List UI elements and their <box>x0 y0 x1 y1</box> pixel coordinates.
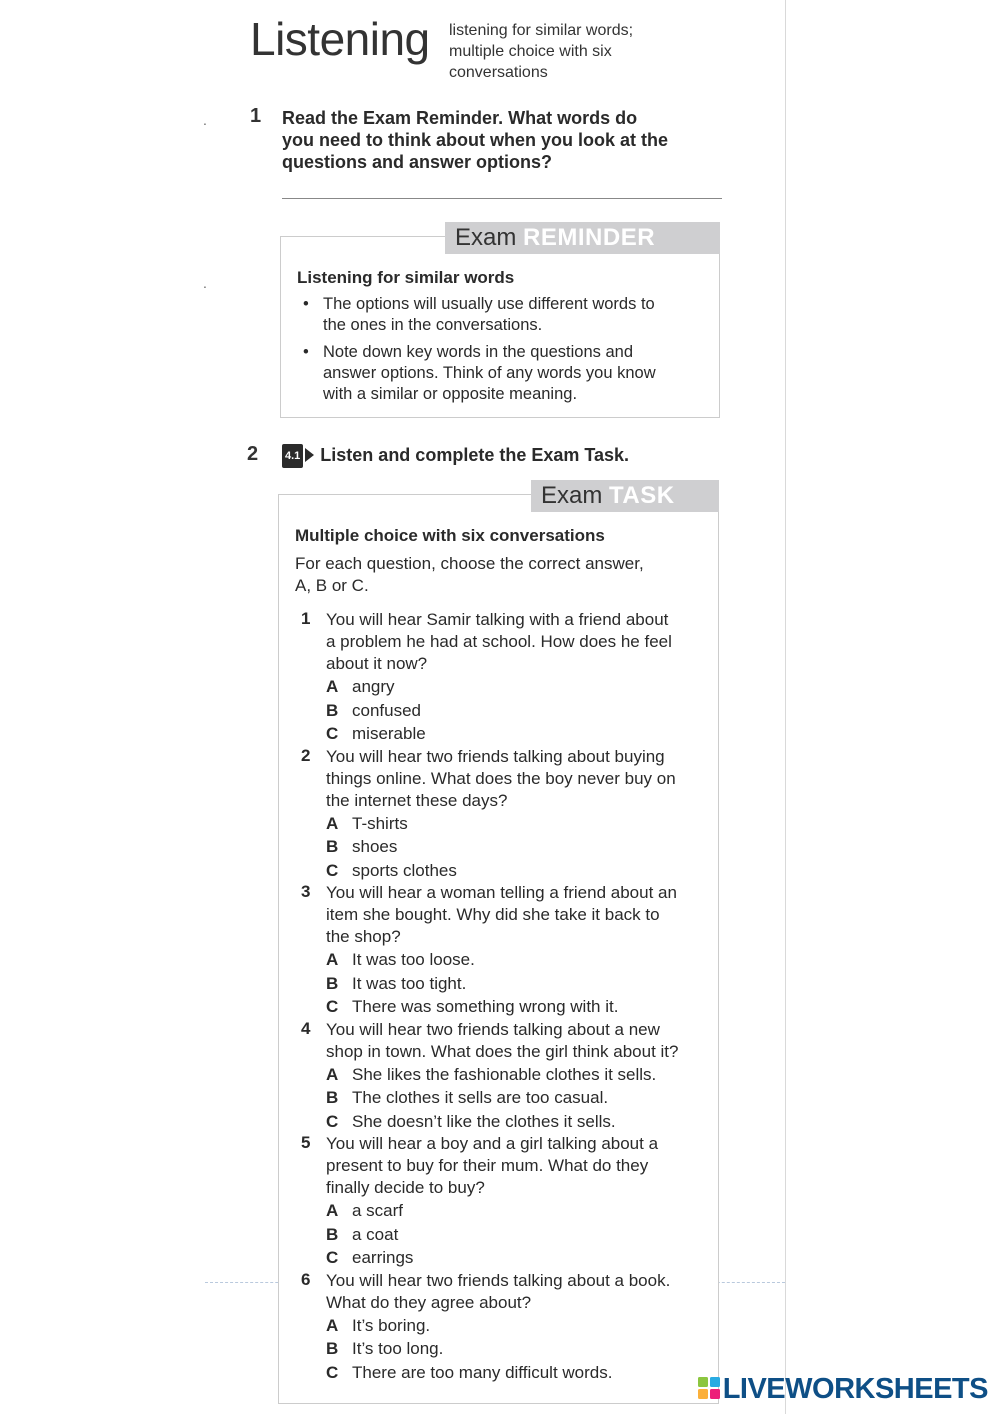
page-title: Listening <box>250 13 430 65</box>
question-list <box>298 609 708 1384</box>
exercise-2-number: 2 <box>247 443 259 465</box>
answer-option[interactable]: A angry <box>326 677 395 696</box>
exam-reminder-banner: Exam REMINDER <box>445 222 720 254</box>
question-number: 2 <box>301 745 311 765</box>
answer-option[interactable]: B confused <box>326 700 421 720</box>
question-item <box>298 1270 708 1385</box>
task-heading: Multiple choice with six conversations <box>295 526 605 545</box>
reminder-bullet-list <box>301 294 701 411</box>
answer-option[interactable]: A It’s boring. <box>326 1315 431 1335</box>
question-number: 5 <box>301 1133 311 1152</box>
answer-option[interactable]: C She doesn’t like the clothes it sells. <box>326 1111 616 1131</box>
question-item <box>298 1133 708 1270</box>
answer-option[interactable]: A T-shirts <box>326 813 408 833</box>
question-stem: You will hear two friends talking about a new shop in town. What does the girl think about it? <box>326 1019 679 1061</box>
answer-option[interactable]: B It was too tight. <box>326 973 467 993</box>
answer-option[interactable]: B The clothes it sells are too casual. <box>326 1088 609 1107</box>
audio-play-icon[interactable] <box>305 448 314 462</box>
answer-option[interactable]: C There are too many difficult words. <box>326 1362 613 1382</box>
reminder-bullet: • The options will usually use different words to the ones in the conversations. <box>303 295 655 334</box>
question-item <box>298 1019 708 1134</box>
bullet-icon: • <box>303 295 309 313</box>
exercise-1-number: 1 <box>250 105 262 127</box>
question-stem: You will hear a woman telling a friend about an item she bought. Why did she take it back to the shop? <box>326 883 677 946</box>
question-stem: You will hear two friends talking about buying things online. What does the boy never buy on the internet these days? <box>326 746 676 810</box>
exercise-2-text: 4.1 Listen and complete the Exam Task. <box>282 444 722 468</box>
answer-option[interactable]: B shoes <box>326 837 398 856</box>
question-item <box>298 882 708 1019</box>
question-item <box>298 609 708 746</box>
answer-option[interactable]: C sports clothes <box>326 860 457 880</box>
exam-task-banner: Exam TASK <box>531 480 719 512</box>
liveworksheets-logo-icon <box>697 1376 721 1400</box>
margin-dot: . <box>203 275 207 291</box>
question-stem: You will hear Samir talking with a friend about a problem he had at school. How does he feel about it now? <box>326 610 672 673</box>
task-instructions: For each question, choose the correct answer, A, B or C. <box>295 554 644 595</box>
answer-option[interactable]: B a coat <box>326 1224 399 1244</box>
question-stem: You will hear two friends talking about a book. What do they agree about? <box>326 1270 671 1312</box>
page-edge-line <box>785 0 786 1414</box>
answer-option[interactable]: A a scarf <box>326 1201 404 1220</box>
audio-track-badge[interactable]: 4.1 <box>282 444 303 468</box>
question-number: 6 <box>301 1269 311 1289</box>
reminder-bullet: • Note down key words in the questions and answer options. Think of any words you know with a similar or opposite meaning. <box>303 343 656 403</box>
answer-option[interactable]: A She likes the fashionable clothes it sells. <box>326 1064 657 1084</box>
question-number: 4 <box>301 1018 311 1038</box>
answer-option[interactable]: C There was something wrong with it. <box>326 997 619 1016</box>
question-number: 3 <box>301 882 311 901</box>
answer-option[interactable]: C miserable <box>326 724 426 743</box>
exercise-1-answer-line[interactable] <box>282 198 722 199</box>
exercise-1-text: Read the Exam Reminder. What words do you need to think about when you look at the questions and answer options? <box>282 108 669 172</box>
answer-option[interactable]: C earrings <box>326 1248 414 1267</box>
answer-option[interactable]: B It’s too long. <box>326 1339 444 1358</box>
answer-option[interactable]: A It was too loose. <box>326 950 475 969</box>
question-number: 1 <box>301 609 311 628</box>
page-subtitle: listening for similar words; multiple choice with six conversations <box>449 22 634 81</box>
question-item <box>298 746 708 883</box>
question-stem: You will hear a boy and a girl talking about a present to buy for their mum. What do they finally decide to buy? <box>326 1134 659 1197</box>
bullet-icon: • <box>303 343 309 361</box>
margin-dot: . <box>203 112 207 128</box>
reminder-heading: Listening for similar words <box>297 268 515 287</box>
liveworksheets-brand[interactable]: LIVEWORKSHEETS <box>697 1373 988 1406</box>
